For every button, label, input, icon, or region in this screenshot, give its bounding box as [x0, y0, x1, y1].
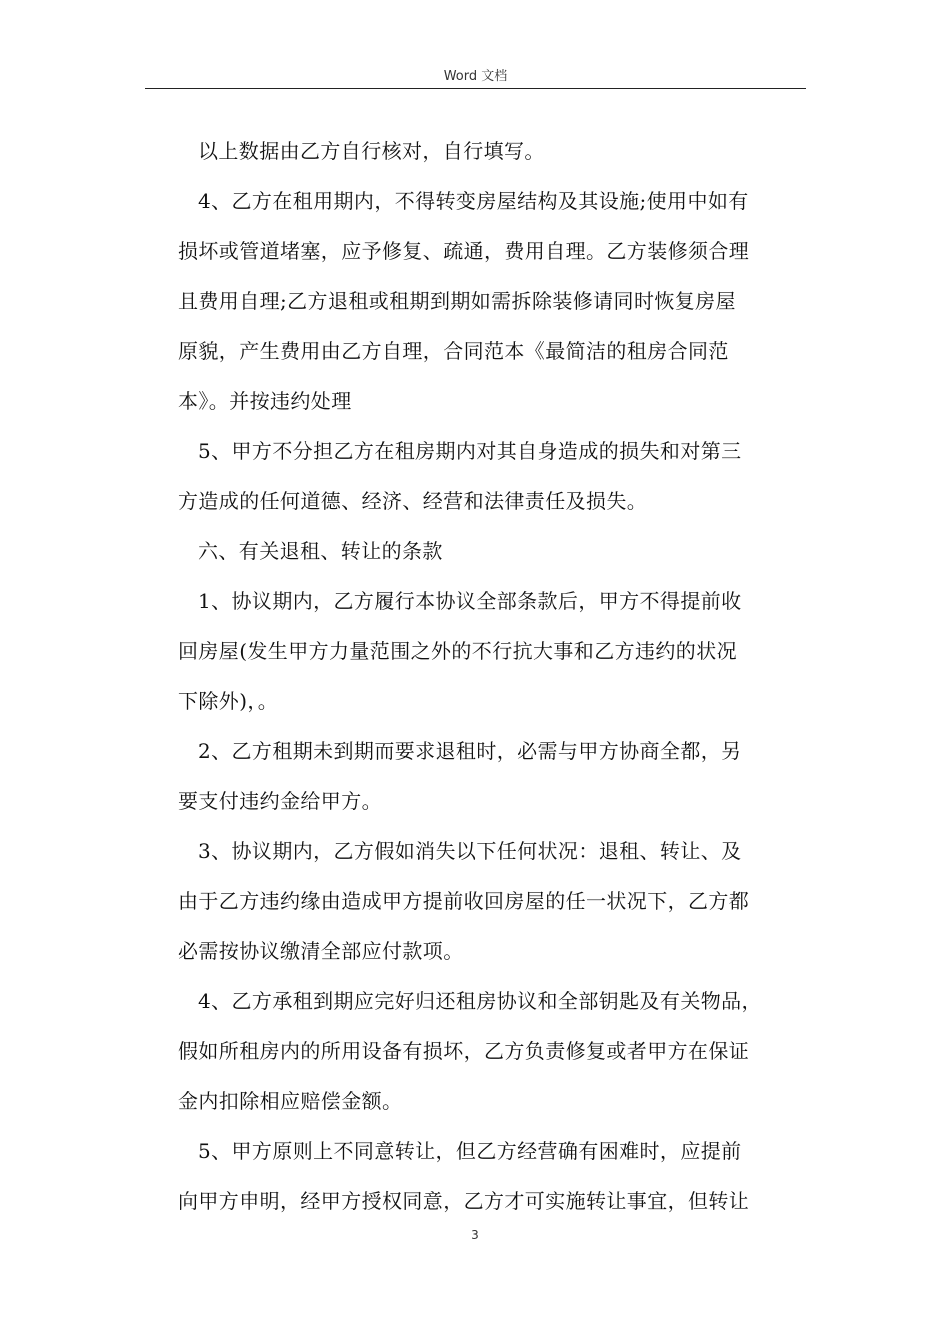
paragraph-line: 回房屋(发生甲方力量范围之外的不行抗大事和乙方违约的状况 — [178, 639, 738, 663]
paragraph-line: 必需按协议缴清全部应付款项。 — [178, 939, 464, 963]
header-divider — [145, 88, 806, 89]
paragraph-line: 3、协议期内，乙方假如消失以下任何状况：退租、转让、及 — [198, 839, 742, 863]
paragraph-line: 下除外)，。 — [178, 689, 279, 713]
paragraph-line: 假如所租房内的所用设备有损坏，乙方负责修复或者甲方在保证 — [178, 1039, 750, 1063]
document-body — [178, 126, 806, 1226]
page-header: Word 文档 — [443, 69, 508, 84]
paragraph-line: 且费用自理;乙方退租或租期到期如需拆除装修请同时恢复房屋 — [178, 289, 736, 313]
paragraph-line: 由于乙方违约缘由造成甲方提前收回房屋的任一状况下，乙方都 — [178, 889, 750, 913]
paragraph-line: 本》。并按违约处理 — [178, 389, 352, 413]
paragraph-line: 5、甲方原则上不同意转让，但乙方经营确有困难时，应提前 — [198, 1139, 742, 1163]
page-number: 3 — [471, 1228, 479, 1242]
paragraph-line: 2、乙方租期未到期而要求退租时，必需与甲方协商全都，另 — [198, 739, 742, 763]
paragraph-line: 原貌，产生费用由乙方自理，合同范本《最简洁的租房合同范 — [178, 339, 729, 363]
section-heading: 六、有关退租、转让的条款 — [198, 539, 443, 563]
paragraph-line: 金内扣除相应赔偿金额。 — [178, 1089, 403, 1113]
paragraph-line: 方造成的任何道德、经济、经营和法律责任及损失。 — [178, 489, 648, 513]
paragraph-line: 1、协议期内，乙方履行本协议全部条款后，甲方不得提前收 — [198, 589, 742, 613]
paragraph-line: 4、乙方承租到期应完好归还租房协议和全部钥匙及有关物品， — [198, 989, 762, 1013]
paragraph-line: 5、甲方不分担乙方在租房期内对其自身造成的损失和对第三 — [198, 439, 742, 463]
paragraph-line: 以上数据由乙方自行核对，自行填写。 — [198, 139, 545, 163]
paragraph-line: 损坏或管道堵塞，应予修复、疏通，费用自理。乙方装修须合理 — [178, 239, 750, 263]
paragraph-line: 向甲方申明，经甲方授权同意，乙方才可实施转让事宜，但转让 — [178, 1189, 750, 1213]
paragraph-line: 要支付违约金给甲方。 — [178, 789, 382, 813]
paragraph-line: 4、乙方在租用期内，不得转变房屋结构及其设施;使用中如有 — [198, 189, 749, 213]
